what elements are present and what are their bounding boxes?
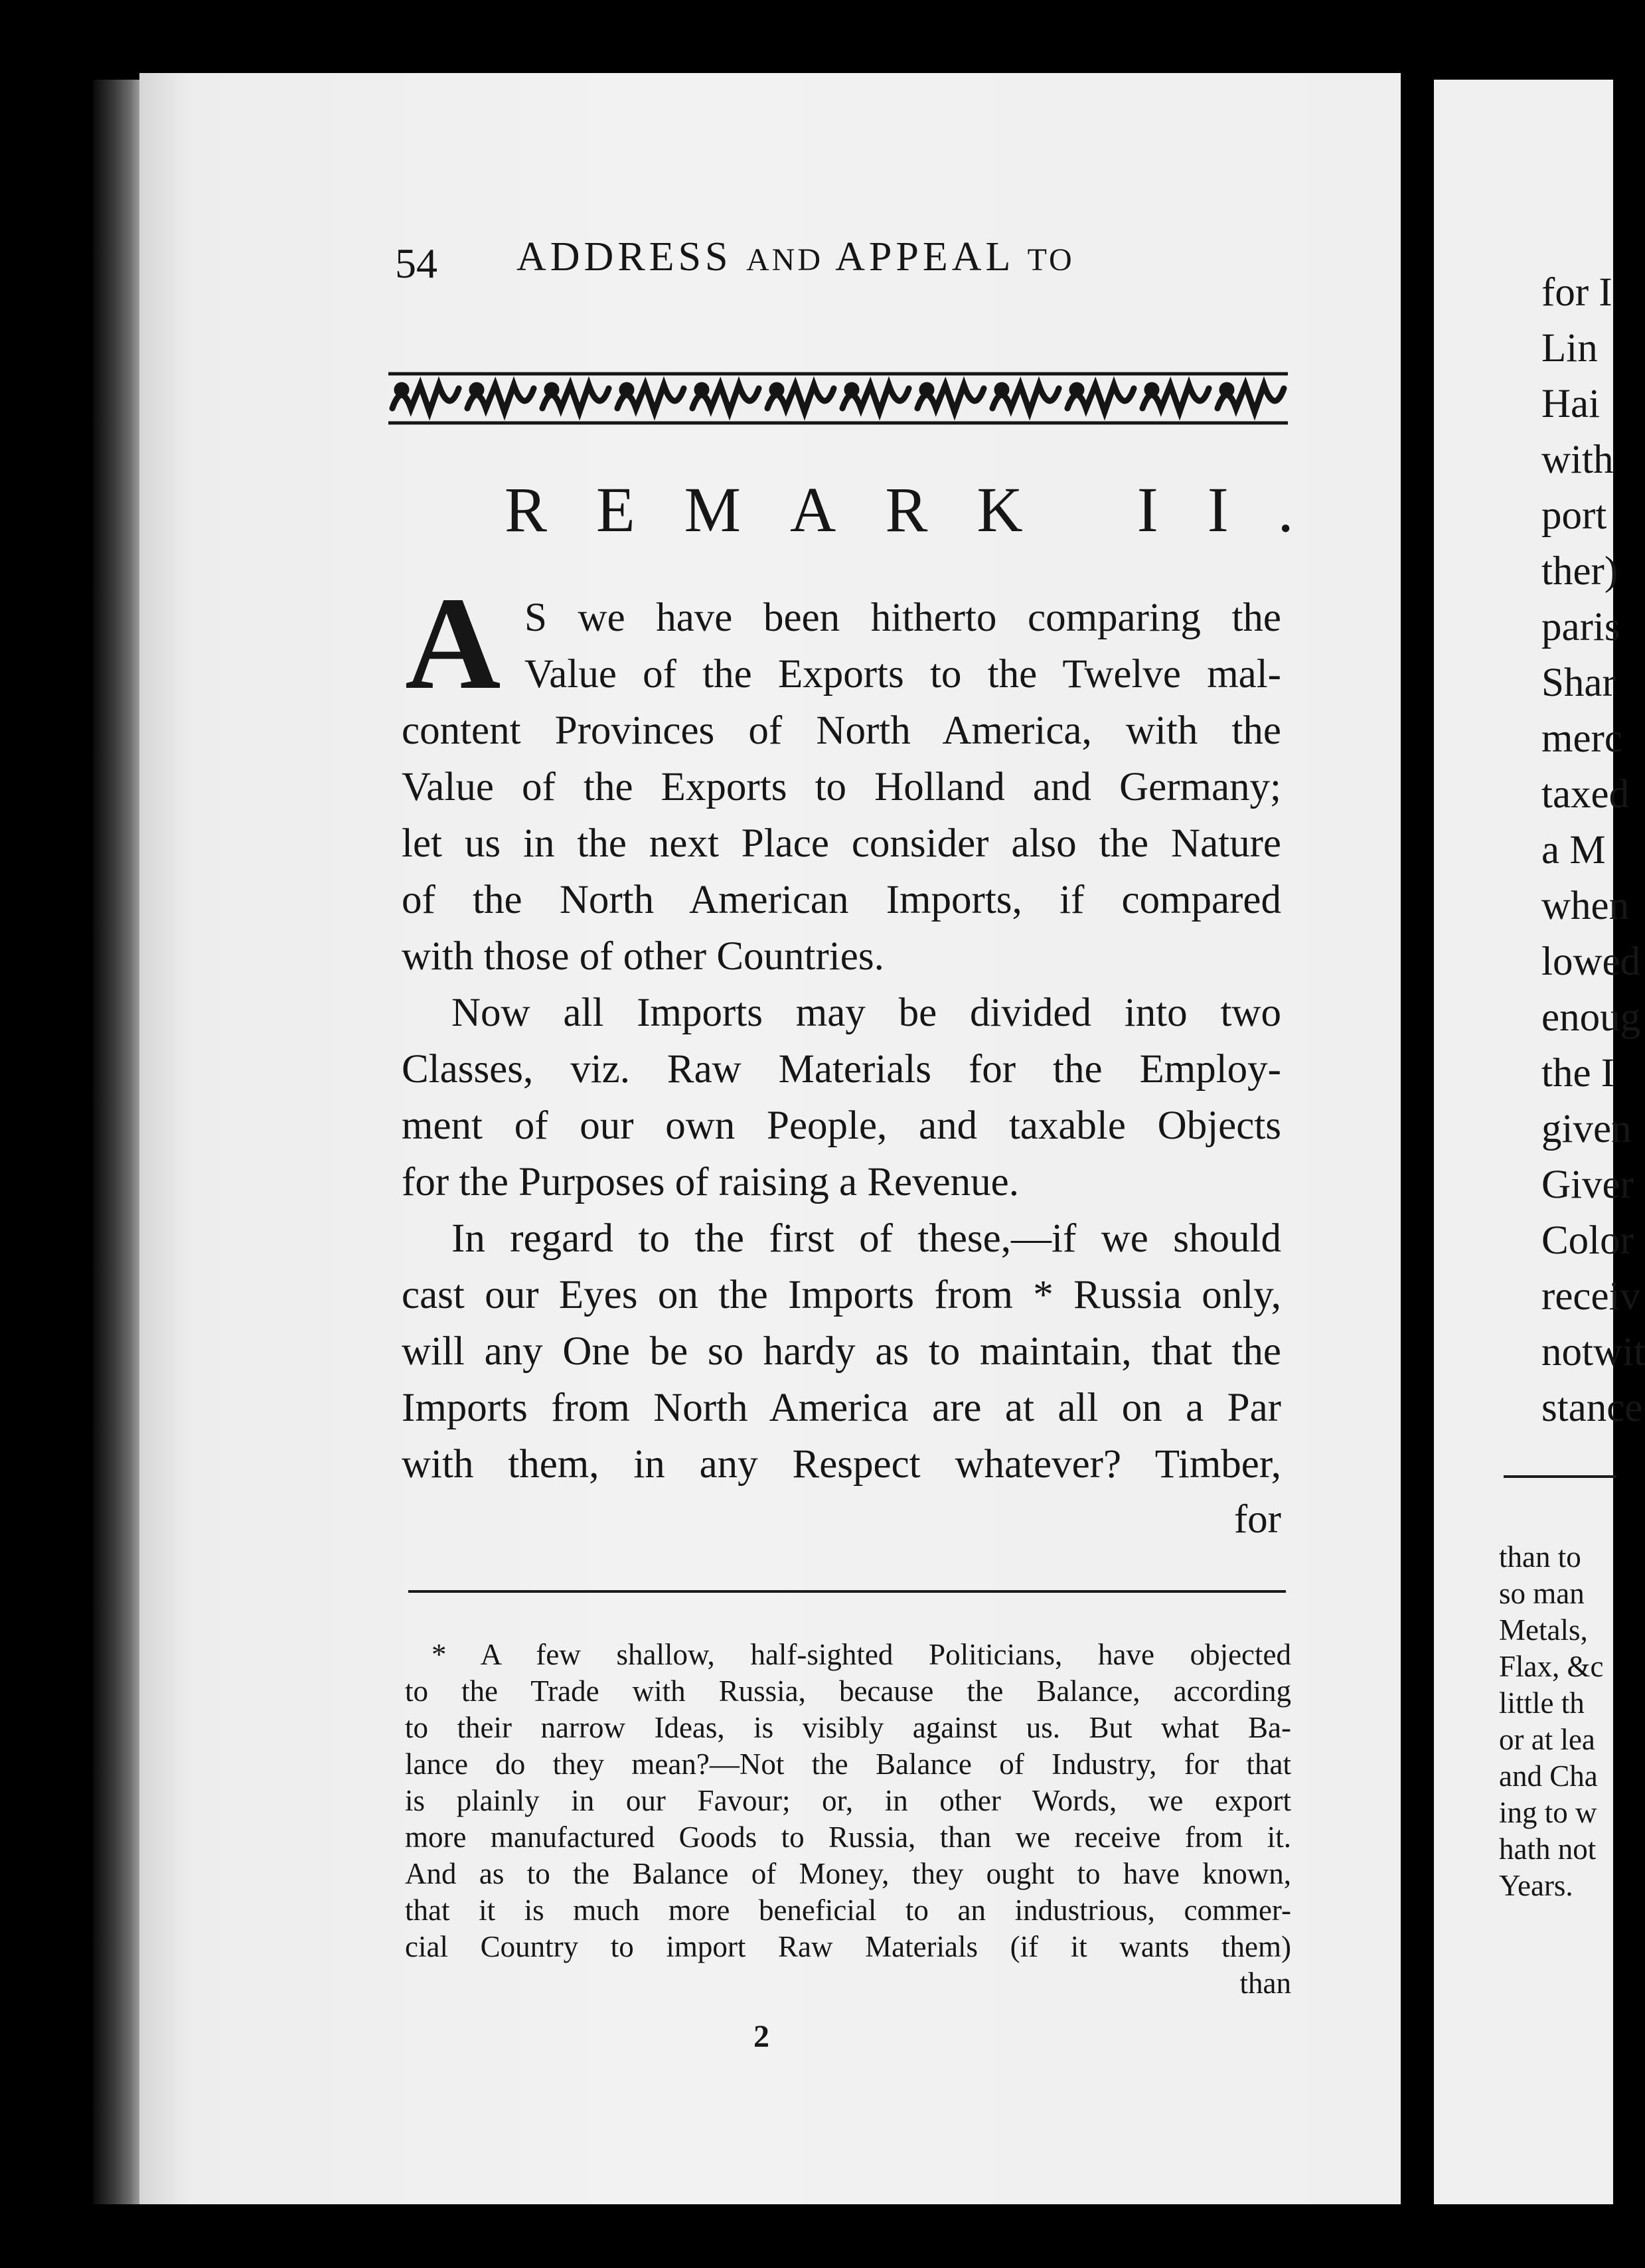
text-line: In regard to the first of these,—if we should: [451, 1216, 1281, 1261]
footnote-line: to the Trade with Russia, because the Balance, according: [405, 1674, 1291, 1708]
text-line: Value of the Exports to the Twelve mal-: [524, 652, 1281, 696]
text-line: with them, in any Respect whatever? Timber,: [402, 1442, 1281, 1487]
text-line: cast our Eyes on the Imports from * Russia only,: [402, 1273, 1281, 1317]
text-line: Now all Imports may be divided into two: [451, 991, 1281, 1035]
text-line: will any One be so hardy as to maintain, that the: [402, 1329, 1281, 1374]
right-page-footnote-line: so man: [1499, 1577, 1585, 1610]
right-page-line: Hai: [1541, 382, 1601, 426]
right-page-line: merc: [1541, 716, 1622, 761]
running-head-word: APPEAL: [835, 234, 1014, 280]
ornament-band: [388, 368, 1288, 428]
running-head: [516, 234, 1075, 281]
footnote-line: more manufactured Goods to Russia, than we receive from it.: [405, 1821, 1291, 1854]
ornament-dot: [997, 385, 1006, 394]
right-page-line: with: [1541, 438, 1614, 482]
text-line: with those of other Countries.: [402, 934, 884, 979]
right-page-line: ther): [1541, 549, 1618, 594]
ornament-dot: [772, 385, 781, 394]
right-page-line: Giver: [1541, 1163, 1634, 1207]
right-page-footnote-line: ing to w: [1499, 1796, 1597, 1829]
text-line: let us in the next Place consider also the Nature: [402, 821, 1281, 866]
text-line: Imports from North America are at all on a Par: [402, 1386, 1281, 1430]
right-page-footnote-line: Flax, &c: [1499, 1650, 1604, 1683]
right-page-line: notwit: [1541, 1330, 1645, 1374]
ornament-dot: [622, 385, 631, 394]
text-line: content Provinces of North America, with the: [402, 708, 1281, 753]
right-page-footnote-rule: [1504, 1475, 1616, 1478]
right-page-line: paris: [1541, 605, 1620, 649]
footnote-line: And as to the Balance of Money, they ought to have known,: [405, 1857, 1291, 1890]
footnote-line: lance do they mean?—Not the Balance of Industry, for that: [405, 1747, 1291, 1781]
right-page-line: Color: [1541, 1218, 1634, 1263]
ornament-dot: [397, 385, 406, 394]
footnote-line: * A few shallow, half-sighted Politicians, have objected: [431, 1638, 1291, 1671]
ornament-dot: [1072, 385, 1081, 394]
right-page-line: a M: [1541, 828, 1606, 872]
ornament-dot: [1222, 385, 1231, 394]
remark-title: REMARK II.: [505, 474, 1343, 545]
page-number: 54: [395, 240, 437, 287]
right-page-footnote-line: hath not: [1499, 1832, 1597, 1866]
right-page-line: taxed: [1541, 772, 1630, 817]
text-line: Value of the Exports to Holland and Germany;: [402, 765, 1281, 809]
ornament-dot: [697, 385, 706, 394]
right-page-footnote-line: than to: [1499, 1540, 1581, 1574]
text-line: Classes, viz. Raw Materials for the Employ-: [402, 1047, 1281, 1092]
right-page-line: port: [1541, 493, 1607, 538]
footnote-catchword: than: [1239, 1967, 1291, 2000]
right-page-line: receiv: [1541, 1274, 1640, 1319]
right-page-line: stance: [1541, 1386, 1643, 1430]
right-page-footnote-line: or at lea: [1499, 1723, 1595, 1756]
text-line: S we have been hitherto comparing the: [524, 596, 1281, 640]
drop-cap: A: [405, 570, 501, 717]
right-page-line: the I: [1541, 1051, 1615, 1095]
footnote-line: is plainly in our Favour; or, in other Words, we export: [405, 1784, 1291, 1817]
running-head-word: AND: [746, 242, 824, 278]
right-page-footnote-line: Years.: [1499, 1869, 1573, 1902]
ornament-dot: [847, 385, 856, 394]
ornament-dot: [472, 385, 481, 394]
text-line: for the Purposes of raising a Revenue.: [402, 1160, 1020, 1204]
footnote-line: cial Country to import Raw Materials (if it wants them): [405, 1930, 1291, 1963]
running-head-word: TO: [1027, 242, 1075, 278]
footnote-line: to their narrow Ideas, is visibly against us. But what Ba-: [405, 1711, 1291, 1744]
right-page-line: when: [1541, 884, 1630, 928]
running-head-word: ADDRESS: [516, 234, 732, 280]
right-page-line: lowed: [1541, 939, 1641, 984]
ornament-dot: [1147, 385, 1156, 394]
footnote-rule: [408, 1590, 1286, 1593]
right-page-line: Lin: [1541, 326, 1598, 370]
text-line: of the North American Imports, if compared: [402, 878, 1281, 922]
right-page-line: for I: [1541, 270, 1612, 315]
right-page-footnote-line: Metals,: [1499, 1613, 1588, 1647]
right-page-footnote-line: little th: [1499, 1686, 1585, 1720]
footnote-line: that it is much more beneficial to an industrious, commer-: [405, 1894, 1291, 1927]
text-line: ment of our own People, and taxable Objects: [402, 1103, 1281, 1148]
right-page-line: enoug: [1541, 995, 1641, 1040]
ornament-dot: [922, 385, 931, 394]
book-gutter: [93, 80, 146, 2204]
right-page-line: Shar: [1541, 661, 1616, 705]
catchword: for: [1233, 1497, 1281, 1542]
ornament-dot: [547, 385, 556, 394]
right-page-line: given: [1541, 1107, 1632, 1151]
signature-mark: 2: [753, 2019, 769, 2054]
right-page-footnote-line: and Cha: [1499, 1759, 1598, 1793]
